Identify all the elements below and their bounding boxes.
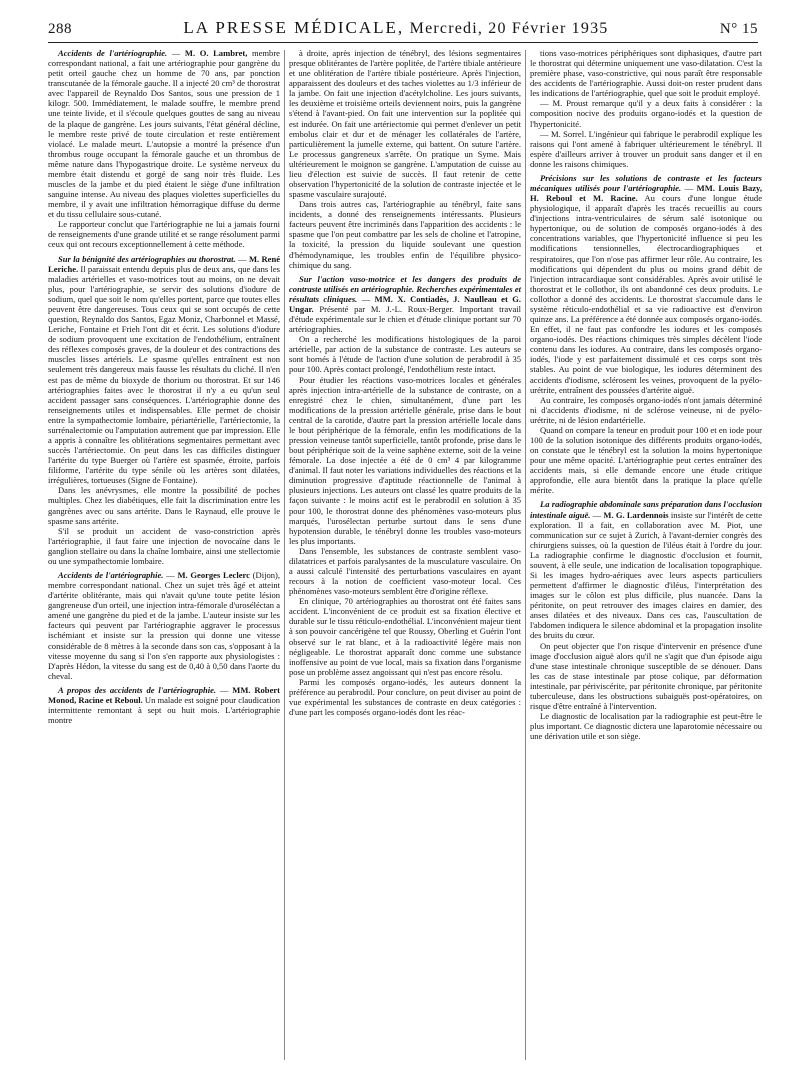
paragraph	[48, 485, 280, 525]
section-title: Sur l'action vaso-motrice et les dangers des produits de contraste utilisés en artériographie. Recherches expérimentales et résultats cliniques.	[289, 273, 521, 304]
paragraph	[530, 98, 762, 128]
paragraph	[289, 334, 521, 374]
column-2	[289, 48, 521, 1068]
paragraph	[530, 395, 762, 425]
section-title: A propos des accidents de l'artériographie.	[58, 684, 217, 695]
section-paragraph: Sur l'action vaso-motrice et les dangers des produits de contraste utilisés en artériographie. Recherches expérimentales et résultats cliniques. — MM. X. Contiadès, J. Naulleau et G. Ungar. Présenté par M. J.-L. Roux-Berger. Important travail d'étude expérimentale sur le chien et d'étude clinique portant sur 70 artériographies.	[289, 273, 521, 335]
paragraph-text: Il paraissait entendu depuis plus de deux ans, que dans les maladies artérielles et vaso-motrices tout au moins, on ne devait plus, pour l'artériographie, se servir des solutions d'iodure de sodium, quel que soit le nom qu'elles portent, parce que toutes elles peuvent être dangereuses. Tous ceux qui se sont occupés de cette question, Reynaldo dos Santos, Egaz Moniz, Charbonnel et Massé, Leriche, Fontaine et Frieh l'ont dit et écrit. Les solutions d'iodure de sodium provoquent une excitation de l'endothélium, entraînent des réflexes composés graves, de la douleur et des contractions des muscles lisses artériels. Le spasme qu'elles entraînent est non seulement très dangereux mais fausse les résultats du cliché. Il n'en est pas de même du bioxyde de thorium ou thorostrat. Et sur 146 artériographies faites avec le thorostrat il n'y a eu qu'un seul accident passager sans conséquences. L'artériographie donne des renseignements utiles et indispensables. Elle permet de choisir entre la sympathectomie lombaire, périartérielle, l'artériectomie, la surrénalectomie ou l'amputation autrement que par impression. Elle a appris à connaître les oblitérations segmentaires permettant avec succès l'artériectomie. On peut dans les cas difficiles distinguer l'artérite du type Buerger où l'artère est spasmée, étroite, parfois filiforme, l'artérite du type sénile où les artères sont dilatées, irrégulières, tortueuses (Signe de Fontaine).	[48, 263, 280, 486]
paragraph	[48, 526, 280, 566]
paragraph-text: tions vaso-motrices périphériques sont diphasiques, d'autre part le thorostrat qui détermine uniquement une vaso-dilatation. C'est la première phase, vaso-constrictive, qui nous paraît être responsable des accidents de l'artériographie. Aussi doit-on rester prudent dans les indications de l'artériographie, quel que soit le produit employé.	[530, 48, 762, 99]
paragraph-text: membre correspondant national, a fait une artériographie pour gangrène du petit orteil gauche chez un homme de 70 ans, par ponction transcutanée de la fémorale gauche. Il a injecté 20 cm³ de thorostrat avec l'appareil de Reynaldo Dos Santos, sous une pression de 1 kilogr. 500. Immédiatement, le malade souffre, le membre prend une teinte livide, et il s'écoule quelques gouttes de sang au niveau de la plaque de gangrène. Les jours suivants, l'état général décline, le membre reste privé de toute circulation et reste entièrement violacé. Le malade meurt. L'autopsie a montré la présence d'un thrombus rouge occupant la fémorale gauche et un thrombus de même nature dans l'hypogastrique droite. Le système nerveux du membre était distendu et gorgé de sang noir très fluide. Les muscles de la jambe et du pied étaient le siège d'une infiltration sanguine intense. Au niveau des plaques violettes superficielles du membre, il y avait une infiltration hémorragique diffuse du derme et du tissu cellulaire sous-cutané.	[48, 48, 280, 220]
column-divider	[284, 50, 285, 1060]
paragraph-text: à droite, après injection de ténébryl, des lésions segmentaires presque oblitérantes de l'artère poplitée, de l'artère tibiale antérieure et une oblitération de l'artère tibiale postérieure. Après l'injection, apparaissent des douleurs et des taches violettes au 1/3 inférieur de la jambe. On fait une injection d'acétylcholine. Les jours suivants, les deuxième et troisième orteils deviennent noirs, puis la gangrène s'étend à l'avant-pied. On fait une intervention sur la poplitée qui est indurée. On fait une artériectomie qui permet d'enlever un petit embolus clair et dur et de ménager les collatérales de l'artère, particulièrement la jumelle externe, qui battent. On suture l'artère. Le processus gangreneux s'arrête. On pratique un Syme. Mais ultérieurement le moignon se gangrène. L'amputation de cuisse au lieu d'élection est suivie de succès. Il faut retenir de cette observation l'hypertonicité de la solution de contraste injectée et le spasme vasculaire surajouté.	[289, 48, 521, 200]
paragraph	[289, 546, 521, 596]
section-paragraph: A propos des accidents de l'artériographie. — MM. Robert Monod, Racine et Reboul. Un malade est soigné pour claudication intermittente remontant à sept ou huit mois. L'artériographie montre	[48, 684, 280, 726]
paragraph-text: Dans les anévrysmes, elle montre la possibilité de poches multiples. Chez les diabétiques, elle fait la discrimination entre les gangrènes avec ou sans artérite. Dans le Raynaud, elle prouve le spasme sans artérite.	[48, 485, 280, 526]
paragraph-text: Le rapporteur conclut que l'artériographie ne lui a jamais fourni de renseignements d'une grande utilité et se range résolument parmi ceux qui ont recours exceptionnellement à cette méthode.	[48, 219, 280, 250]
paragraph-text: Présenté par M. J.-L. Roux-Berger. Important travail d'étude expérimentale sur le chien et d'étude clinique portant sur 70 artériographies.	[289, 303, 521, 335]
issue-number: N° 15	[719, 21, 758, 37]
page-number: 288	[48, 21, 72, 37]
author-name: MM. Louis Bazy, H. Reboul et M. Racine.	[530, 183, 762, 204]
paragraph	[530, 129, 762, 169]
author-name: M. René Leriche.	[48, 253, 280, 274]
section-title: Précisions sur les solutions de contraste et les facteurs mécaniques utilisés pour l'artériographie.	[530, 172, 762, 194]
paragraph	[289, 375, 521, 546]
section-paragraph: Accidents de l'artériographie. — M. O. Lambret, membre correspondant national, a fait une artériographie pour gangrène du petit orteil gauche chez un homme de 70 ans, par ponction transcutanée de la fémorale gauche. Il a injecté 20 cm³ de thorostrat avec l'appareil de Reynaldo Dos Santos, sous une pression de 1 kilogr. 500. Immédiatement, le malade souffre, le membre prend une teinte livide, et il s'écoule quelques gouttes de sang au niveau de la plaque de gangrène. Les jours suivants, l'état général décline, le membre reste privé de toute circulation et reste entièrement violacé. Le malade meurt. L'autopsie a montré la présence d'un thrombus rouge occupant la fémorale gauche et un thrombus de même nature dans l'hypogastrique droite. Le système nerveux du membre était distendu et gorgé de sang noir très fluide. Les muscles de la jambe et du pied étaient le siège d'une infiltration sanguine intense. Au niveau des plaques violettes superficielles du membre, il y avait une infiltration hémorragique diffuse du derme et du tissu cellulaire sous-cutané.	[48, 48, 280, 220]
paragraph-text: — M. Sorrel. L'ingénieur qui fabrique le perabrodil explique les raisons qui l'ont amené à fabriquer ultérieurement le ténébryl. Il espère d'ailleurs arriver à trouver un produit sans danger et il en donne les raisons chimiques.	[530, 128, 762, 169]
section-paragraph: Accidents de l'artériographie. — M. Georges Leclerc (Dijon), membre correspondant national. Chez un sujet très âgé et atteint d'artérite oblitérante, mais qui n'avait qu'une toute petite lésion gangreneuse d'un orteil, une injection intra-fémorale d'uroséléctan a amené une gangrène du pied et de la jambe. L'auteur insiste sur les facteurs qui peuvent par l'artériographie aggraver le processus ischémiant et insiste sur la pression qui donne une vitesse considérable de 8 mètres à la seconde dans son cas, s'opposant à la vitesse moyenne du sang si l'on s'en rapporte aux physiologistes : D'après Hédon, la vitesse du sang est de 0,40 à 0,50 dans l'aorte du cheval.	[48, 569, 280, 681]
section-title: Accidents de l'artériographie.	[58, 569, 164, 580]
paragraph-text: En clinique, 70 artériographies au thorostrat ont été faites sans accident. L'inconvénient de ce produit est sa fixation élective et durable sur le tissu réticulo-endothélial. L'inconvénient majeur tient à son pouvoir cancérigène tel que Roussy, Oberling et Guérin l'ont observé sur le rat blanc, et à la radioactivité légère mais non négligeable. Le thorostrat apparaît donc comme une substance inoffensive au point de vue local, mais sa fixation dans l'organisme pose un problème assez angoissant qui n'est pas encore résolu.	[289, 596, 521, 677]
journal-name: LA PRESSE MÉDICALE,	[183, 18, 405, 37]
paragraph-text: S'il se produit un accident de vaso-constriction après l'artériographie, il faut faire une injection de novocaïne dans le ganglion stellaire ou dans la chaîne lombaire, ainsi une stellectomie ou une sympathectomie lombaire.	[48, 525, 280, 566]
paragraph	[289, 677, 521, 717]
page-header	[48, 18, 758, 43]
author-name: M. Georges Leclerc	[177, 569, 250, 580]
paragraph	[530, 425, 762, 496]
paragraph-text: On peut objecter que l'on risque d'intervenir en présence d'une image d'occlusion aiguë alors qu'il ne s'agit que d'un épisode aigu d'une stase intestinale chronique susceptible de se dénouer. Dans les cas de stase intestinale par ptose colique, par déformation intestinale, par périviscérite, par péritonite chronique, par péritonite tuberculeuse, dans les obstructions subaiguës post-opératoires, on risque d'être entraîné à l'intervention.	[530, 640, 762, 711]
column-3	[530, 48, 762, 1068]
section-title: Accidents de l'artériographie.	[58, 48, 168, 58]
author-name: M. O. Lambret,	[184, 48, 248, 58]
section-paragraph: Précisions sur les solutions de contraste et les facteurs mécaniques utilisés pour l'artériographie. — MM. Louis Bazy, H. Reboul et M. Racine. Au cours d'une longue étude physiologique, il apparaît d'après les tracés recueillis au cours d'injections intra-ventriculaires de sérum salé isotonique ou hypertonique, ou de solution de composés organo-iodés à des concentrations variables, que l'hypertonicité influence si peu les modifications tensionnelles, électrocardiographiques et respiratoires, que l'on n'ose pas affirmer leur rôle. Au contraire, les modifications qui dépendent du plus ou moins grand débit de l'injection intracardiaque sont considérables. Après avoir utilisé le thorostrat et le collothor, ils ont abandonné ces deux produits. Le collothor a donné des accidents. Le thorostrat s'accumule dans le système réticulo-endothélial et sa vie radioactive est d'environ quinze ans. La préférence a été donnée aux composés organo-iodés. En effet, il ne faut pas confondre les iodures et les composés organo-iodés. Des réactions chimiques très simples décèlent l'iode contenu dans les iodures. Au contraire, dans les composés organo-iodés, l'iode y est parfaitement dissimulé et ces corps sont très stables. Au point de vue biologique, les iodures déterminent des accidents d'iodisme, sclérosent les veines, provoquent de la pyélo-urétrite, entraînent des poussées d'artérite aiguë.	[530, 172, 762, 395]
column-1	[48, 48, 280, 1068]
paragraph	[48, 219, 280, 249]
paragraph-text: Le diagnostic de localisation par la radiographie est peut-être le plus important. Ce diagnostic dictera une laparotomie nécessaire ou une dérivation utile et son siège.	[530, 711, 762, 742]
paragraph-text: — M. Proust remarque qu'il y a deux faits à considérer : la composition nocive des produits organo-iodés et la question de l'hypertonicité.	[530, 98, 762, 129]
paragraph	[289, 48, 521, 199]
paragraph-text: Au contraire, les composés organo-iodés n'ont jamais déterminé ni d'accidents d'iodisme, ni de sclérose veineuse, ni de pyélo-urétrite, ni de lésion endartérielle.	[530, 394, 762, 425]
section-title: Sur la bénignité des artériographies au thorostrat.	[58, 253, 236, 264]
section-paragraph: La radiographie abdominale sans préparation dans l'occlusion intestinale aiguë. — M. G. Lardennois insiste sur l'intérêt de cette exploration. Il a fait, en collaboration avec M. Piot, une communication sur ce sujet à Zurich, à l'avant-dernier congrès des chirurgiens suisses, où la question de l'iléus était à l'ordre du jour. La radiographie confirme le diagnostic d'occlusion et fournit, souvent, à elle seule, une indication de localisation topographique. Si les images hydro-aériques avec leurs aspects particuliers permettent d'affirmer le diagnostic d'iléus, l'interprétation des images sur le côlon est plus difficile, plus nuancée. Dans la péritonite, on peut retrouver des images claires en damier, des anses dilatées et des niveaux. Dans ces cas, l'auscultation de l'abdomen indiquera le silence abdominal et la propagation insolite des bruits du cœur.	[530, 499, 762, 641]
author-name: M. G. Lardennois	[603, 509, 669, 520]
author-name: MM. Robert Monod, Racine et Reboul.	[48, 684, 280, 705]
paragraph-text: Parmi les composés organo-iodés, les auteurs donnent la préférence au perabrodil. Pour conclure, on peut diviser au point de vue expérimental les substances de contraste en deux catégories : d'une part les composés organo-iodés dont les réac-	[289, 676, 521, 718]
column-divider	[525, 50, 526, 1060]
journal-title	[183, 18, 608, 38]
paragraph	[530, 711, 762, 741]
paragraph	[289, 596, 521, 677]
paragraph-text: Dans l'ensemble, les substances de contraste semblent vaso-dilatatrices et parfois paralysantes de la musculature vasculaire. On a aussi calculé l'intensité des perturbations vasculaires en ayant recours à la notion de coefficient vaso-moteur local. Ces phénomènes vaso-moteurs semblent être d'origine réflexe.	[289, 545, 521, 597]
paragraph-text: Au cours d'une longue étude physiologique, il apparaît d'après les tracés recueillis au cours d'injections intra-ventriculaires de sérum salé isotonique ou hypertonique, ou de solution de composés organo-iodés à des concentrations variables, que l'hypertonicité influence si peu les modifications tensionnelles, électrocardiographiques et respiratoires, que l'on n'ose pas affirmer leur rôle. Au contraire, les modifications qui dépendent du plus ou moins grand débit de l'injection intracardiaque sont considérables. Après avoir utilisé le thorostrat et le collothor, ils ont abandonné ces deux produits. Le collothor a donné des accidents. Le thorostrat s'accumule dans le système réticulo-endothélial et sa vie radioactive est d'environ quinze ans. La préférence a été donnée aux composés organo-iodés. En effet, il ne faut pas confondre les iodures et les composés organo-iodés. Des réactions chimiques très simples décèlent l'iode contenu dans les iodures. Au contraire, dans les composés organo-iodés, l'iode y est parfaitement dissimulé et ces corps sont très stables. Au point de vue biologique, les iodures déterminent des accidents d'iodisme, sclérosent les veines, provoquent de la pyélo-urétrite, entraînent des poussées d'artérite aiguë.	[530, 193, 762, 395]
paragraph-text: insiste sur l'intérêt de cette exploration. Il a fait, en collaboration avec M. Piot, une communication sur ce sujet à Zurich, à l'avant-dernier congrès des chirurgiens suisses, où la question de l'iléus était à l'ordre du jour. La radiographie confirme le diagnostic d'occlusion et fournit, souvent, à elle seule, une indication de localisation topographique. Si les images hydro-aériques avec leurs aspects particuliers permettent d'affirmer le diagnostic d'iléus, l'interprétation des images sur le côlon est plus difficile, plus nuancée. Dans la péritonite, on peut retrouver des images claires en damier, des anses dilatées et des niveaux. Dans ces cas, l'auscultation de l'abdomen indiquera le silence abdominal et la propagation insolite des bruits du cœur.	[530, 509, 762, 641]
paragraph-text: Un malade est soigné pour claudication intermittente remontant à sept ou huit mois. L'artériographie montre	[48, 694, 280, 726]
paragraph-text: Dans trois autres cas, l'artériographie au ténébryl, faite sans incidents, a donné des renseignements intéressants. Plusieurs facteurs peuvent être incriminés dans l'apparition des accidents : le spasme que l'on peut combattre par les sels de choline et l'atropine, la toxicité, la pression du liquide soulevant une question d'hémodynamique, les troubles enfin de l'équilibre physico-chimique du sang.	[289, 199, 521, 270]
paragraph-text: Quand on compare la teneur en produit pour 100 et en iode pour 100 de la solution isotonique des différents produits organo-iodés, on constate que le ténébryl est la solution la moins hypertonique pour une même opacité. L'artériographie peut certes entraîner des accidents mais, si elle demande encore une étude critique approfondie, elle aura bientôt dans la pratique la place qu'elle mérite.	[530, 424, 762, 496]
paragraph-text: (Dijon), membre correspondant national. Chez un sujet très âgé et atteint d'artérite oblitérante, mais qui n'avait qu'une toute petite lésion gangreneuse d'un orteil, une injection intra-fémorale d'uroséléctan a amené une gangrène du pied et de la jambe. L'auteur insiste sur les facteurs qui peuvent par l'artériographie aggraver le processus ischémiant et insiste sur la pression qui donne une vitesse considérable de 8 mètres à la seconde dans son cas, s'opposant à la vitesse moyenne du sang si l'on s'en rapporte aux physiologistes : D'après Hédon, la vitesse du sang est de 0,40 à 0,50 dans l'aorte du cheval.	[48, 569, 280, 681]
paragraph	[289, 199, 521, 270]
paragraph-text: On a recherché les modifications histologiques de la paroi artérielle, par action de la substance de contraste. Les auteurs se sont bornés à l'étude de l'action d'une solution de perabrodil à 35 pour 100. Après contact prolongé, l'endothélium reste intact.	[289, 334, 521, 375]
section-paragraph: Sur la bénignité des artériographies au thorostrat. — M. René Leriche. Il paraissait entendu depuis plus de deux ans, que dans les maladies artérielles et vaso-motrices tout au moins, on ne devait plus, pour l'artériographie, se servir des solutions d'iodure de sodium, quel que soit le nom qu'elles portent, parce que toutes elles peuvent être dangereuses. Tous ceux qui se sont occupés de cette question, Reynaldo dos Santos, Egaz Moniz, Charbonnel et Massé, Leriche, Fontaine et Frieh l'ont dit et écrit. Les solutions d'iodure de sodium provoquent une excitation de l'endothélium, entraînent des réflexes composés graves, de la douleur et des contractions des muscles lisses artériels. Le spasme qu'elles entraînent est non seulement très dangereux mais fausse les résultats du cliché. Il n'en est pas de même du bioxyde de thorium ou thorostrat. Et sur 146 artériographies faites avec le thorostrat il n'y a eu qu'un seul accident passager sans conséquences. L'artériographie donne des renseignements utiles et indispensables. Elle permet de choisir entre la sympathectomie lombaire, périartérielle, l'artériectomie, la surrénalectomie ou l'amputation autrement que par impression. Elle a appris à connaître les oblitérations segmentaires permettant avec succès l'artériectomie. On peut dans les cas difficiles distinguer l'artérite du type Buerger où l'artère est spasmée, étroite, parfois filiforme, l'artérite du type sénile où les artères sont dilatées, irrégulières, tortueuses (Signe de Fontaine).	[48, 253, 280, 486]
paragraph	[530, 48, 762, 98]
issue-date: Mercredi, 20 Février 1935	[409, 20, 609, 37]
paragraph	[530, 641, 762, 712]
paragraph-text: Pour étudier les réactions vaso-motrices locales et générales après injection intra-artérielle de la substance de contraste, on a enregistré chez le chien, simultanément, d'une part les modifications de la pression artérielle générale, prise dans le bout central de la carotide, d'autre part la pression artérielle locale dans le bout périphérique de la fémorale, enfin les modifications de la pression veineuse tantôt superficielle, tantôt profonde, prise dans le bout périphérique soit de la veine saphène externe, soit de la veine fémorale. La dose injectée a été de 0 cm³ 4 par kilogramme d'animal. Il faut noter les variations individuelles des réactions et la diminution progressive d'aptitude réactionnelle de l'animal à plusieurs injections. Les auteurs ont classé les quatre produits de la façon suivante : le moins actif est le perabrodil en solution à 35 pour 100, le thorostrat donne des phénomènes vaso-moteurs plus marqués, l'urosélectan perturbe surtout dans le sens d'une hypotension durable, le ténébryl donne les troubles vaso-moteurs les plus importants.	[289, 374, 521, 546]
author-name: MM. X. Contiadès, J. Naulleau et G. Ungar.	[289, 293, 521, 314]
section-title: La radiographie abdominale sans préparation dans l'occlusion intestinale aiguë.	[530, 499, 762, 520]
article-columns	[48, 48, 762, 1068]
